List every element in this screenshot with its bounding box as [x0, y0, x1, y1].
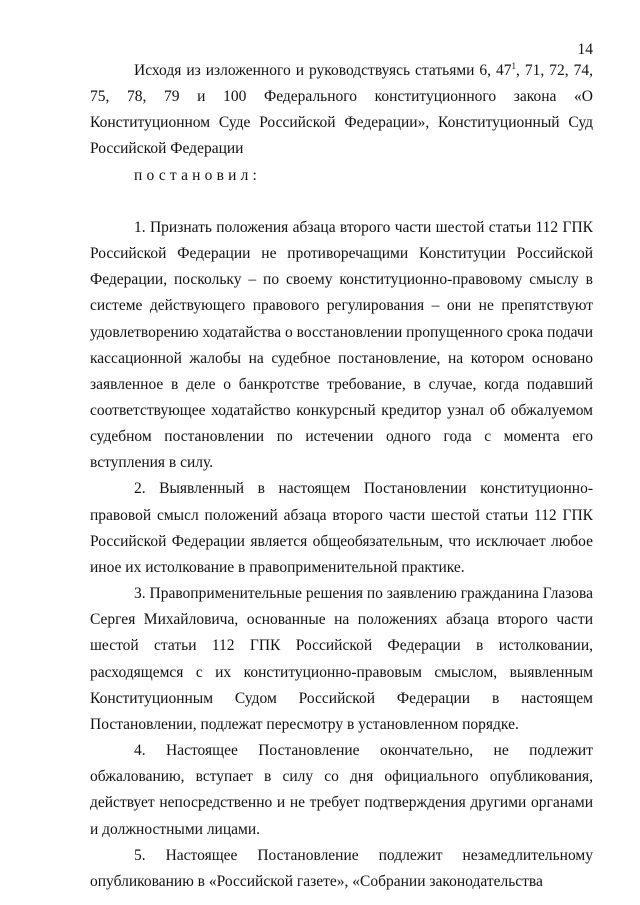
intro-text-start: Исходя из изложенного и руководствуясь статьями 6, 47 — [134, 62, 512, 79]
verdict-heading: постановил: — [134, 166, 262, 184]
page-number: 14 — [577, 41, 593, 58]
footnote-superscript: 1 — [511, 60, 517, 71]
intro-text-end: , 71, 72, 74, 75, 78, 79 и 100 Федерального конституционного закона «О Конституционном Суде Российской Федерации», Конституционный Суд Российской Федерации — [90, 62, 594, 158]
resolution-item-1: 1. Признать положения абзаца второго части шестой статьи 112 ГПК Российской Федерации не противоречащими Конституции Российской Федерации, поскольку – по своему конституционно-правовому смыслу в системе действующего правового регулирования – они не препятствуют удовлетворению ходатайства о восстановлении пропущенного срока подачи кассационной жалобы на судебное постановление, на котором основано заявленное в деле о банкротстве требование, в случае, когда подавший соответствующее ходатайство конкурсный кредитор узнал об обжалуемом судебном постановлении по истечении одного года с момента его вступления в силу. — [90, 218, 594, 472]
intro-paragraph — [90, 58, 593, 163]
document-body — [90, 58, 593, 895]
resolution-item-5: 5. Настоящее Постановление подлежит незамедлительному опубликованию в «Российской газете», «Собрании законодательства — [90, 846, 593, 890]
resolution-item-3: 3. Правоприменительные решения по заявлению гражданина Глазова Сергея Михайловича, основанные на положениях абзаца второго части шестой статьи 112 ГПК Российской Федерации в истолковании, расходящемся с их конституционно-правовым смыслом, выявленным Конституционным Судом Российской Федерации в настоящем Постановлении, подлежат пересмотру в установленном порядке. — [90, 585, 593, 733]
resolution-item-4: 4. Настоящее Постановление окончательно, не подлежит обжалованию, вступает в силу со дня официального опубликования, действует непосредственно и не требует подтверждения другими органами и должностными лицами. — [90, 742, 593, 838]
resolution-item-2: 2. Выявленный в настоящем Постановлении конституционно-правовой смысл положений абзаца второго части шестой статьи 112 ГПК Российской Федерации является общеобязательным, что исключает любое иное их истолкование в правоприменительной практике. — [90, 480, 593, 576]
